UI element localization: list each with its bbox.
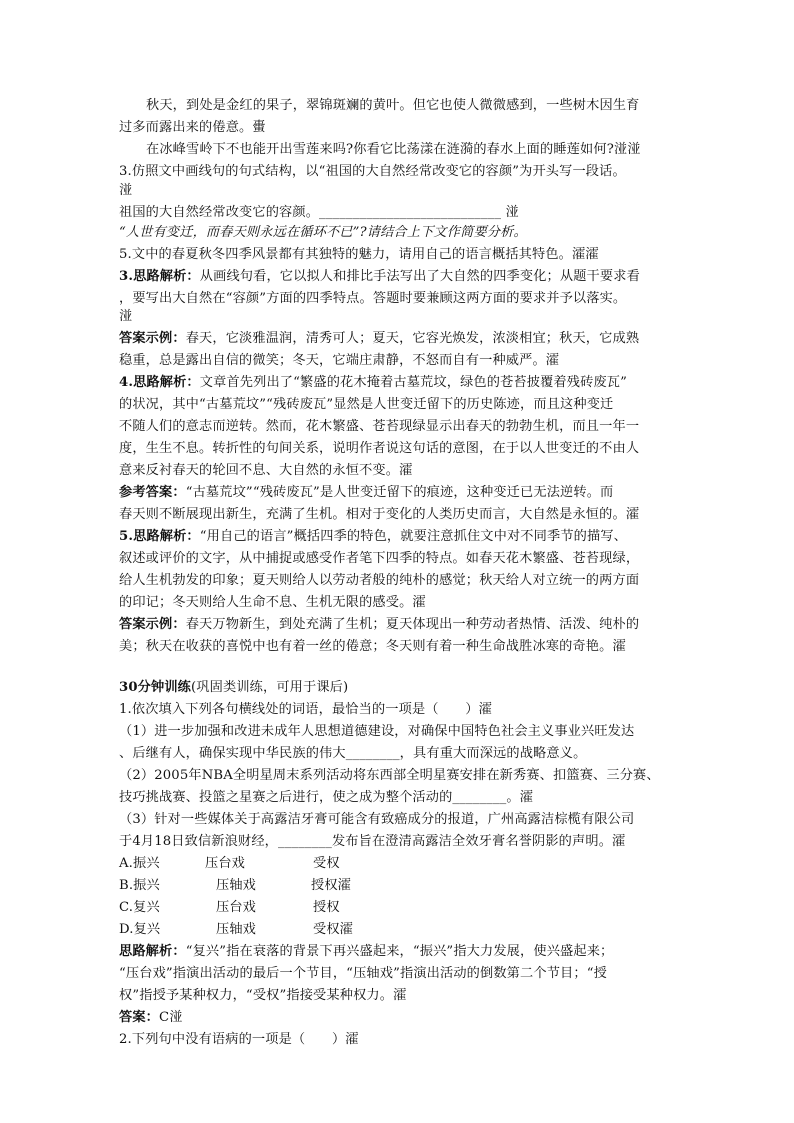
option-word-1: 压轴戏 [216,878,257,893]
text-line: 技巧挑战赛、投篮之星赛之后进行，使之成为整个活动的________。瀖 [119,790,534,805]
text-line: 于4月18日致信新浪财经，________发布旨在澄清高露洁全效牙膏名誉阴影的声明。瀖 [119,834,626,849]
section-title: 30分钟训练 [119,680,192,695]
section-subtitle: (巩固类训练，可用于课后) [191,680,349,695]
text-line: 湴 [119,183,133,198]
label: 答案示例： [119,331,186,346]
text-line: （1）进一步加强和改进未成年人思想道德建设，对确保中国特色社会主义事业兴旺发达 [119,724,635,739]
label: 思路解析： [119,944,186,959]
option-word-2: 受权瀖 [313,922,354,937]
text-line: 在冰峰雪岭下不也能开出雪莲来吗?你看它比荡漾在涟漪的春水上面的睡莲如何?湴湴 [146,142,641,157]
section-heading [119,677,679,699]
label: 参考答案： [119,485,186,500]
text-line: 的印记；冬天则给人生命不息、生机无限的感受。瀖 [119,595,426,610]
option-letter: C.复兴 [119,900,160,915]
option-letter: B.振兴 [119,878,160,893]
option-letter: D.复兴 [119,922,161,937]
analysis-q1: 思路解析：“复兴”指在衰落的背景下再兴盛起来，“振兴”指大力发展，使兴盛起来； [119,944,614,959]
option-word-1: 压轴戏 [216,922,257,937]
text-line: 春天则不断展现出新生，充满了生机。相对于变化的人类历史而言，大自然是永恒的。瀖 [119,507,640,522]
text-line: 、后继有人，确保实现中华民族的伟大________，具有重大而深远的战略意义。 [119,746,587,761]
text-line: 权”指授予某种权力，“受权”指接受某种权力。瀖 [119,988,407,1003]
question-4-quote: “人世有变迁，而春天则永远在循环不已”?请结合上下文作简要分析。 [119,225,527,240]
text-line: 稳重，总是露出自信的微笑；冬天，它端庄肃静，不怒而自有一种威严。瀖 [119,353,560,368]
label: 3.思路解析： [119,269,200,284]
option-word-2: 受权 [313,856,340,871]
analysis-5: 5.思路解析：“用自己的语言”概括四季的特色，就要注意抓住文中对不同季节的描写、 [119,529,628,544]
label: 答案： [119,1010,160,1025]
option-letter: A.振兴 [119,856,160,871]
answer-example-5: 答案示例：春天万物新生，到处充满了生机；夏天体现出一种劳动者热情、活泼、纯朴的 [119,617,640,632]
text-line: 的状况，其中“古墓荒坟”“残砖废瓦”显然是人世变迁留下的历史陈迹，而且这种变迁 [119,397,614,412]
text-line: 秋天，到处是金红的果子，翠锦斑斓的黄叶。但它也使人微微感到，一些树木因生育 [146,98,640,113]
reference-answer-4: 参考答案：“古墓荒坟”“残砖废瓦”是人世变迁留下的痕迹，这种变迁已无法逆转。而 [119,485,614,500]
text-line: 度，生生不息。转折性的句间关系，说明作者说这句话的意图，在于以人世变迁的不由人 [119,441,640,456]
question-1: 1.依次填入下列各句横线处的词语，最恰当的一项是（ ）瀖 [119,702,492,717]
text-line: 给人生机勃发的印象；夏天则给人以劳动者般的纯朴的感觉；秋天给人对立统一的两方面 [119,573,640,588]
option-word-2: 授权 [313,900,340,915]
question-5: 5.文中的春夏秋冬四季风景都有其独特的魅力，请用自己的语言概括其特色。瀖瀖 [119,247,599,262]
text-line: （2）2005年NBA全明星周末系列活动将东西部全明星赛安排在新秀赛、扣篮赛、三分赛、 [119,768,660,783]
label: 4.思路解析： [119,375,200,390]
analysis-3: 3.思路解析：从画线句看，它以拟人和排比手法写出了大自然的四季变化；从题干要求看 [119,269,640,284]
option-word-1: 压台戏 [205,856,246,871]
text-line: 美；秋天在收获的喜悦中也有着一丝的倦意；冬天则有着一种生命战胜冰寒的奇艳。瀖 [119,639,626,654]
text-line: 不随人们的意志而逆转。然而，花木繁盛、苍苔现绿显示出春天的勃勃生机，而且一年一 [119,419,640,434]
answer-blank-line: 祖国的大自然经常改变它的容颜。___________________________ 湴 [119,205,519,220]
text-line: “压台戏”指演出活动的最后一个节目，“压轴戏”指演出活动的倒数第二个节目；“授 [119,966,607,981]
text-line: 意来反衬春天的轮回不息、大自然的永恒不变。瀖 [119,463,413,478]
text-line: （3）针对一些媒体关于高露洁牙膏可能含有致癌成分的报道，广州高露洁棕榄有限公司 [119,812,635,827]
text-line: ，要写出大自然在“容颜”方面的四季特点。答题时要兼顾这两方面的要求并予以落实。 [119,291,627,306]
text-line: 过多而露出来的倦意。蟗 [119,120,266,135]
analysis-4: 4.思路解析：文章首先列出了“繁盛的花木掩着古墓荒坟，绿色的苍苔披覆着残砖废瓦” [119,375,628,390]
question-3: 3.仿照文中画线句的句式结构，以“祖国的大自然经常改变它的容颜”为开头写一段话。 [119,164,626,179]
answer-example-3: 答案示例：春天，它淡雅温润，清秀可人；夏天，它容光焕发，浓淡相宜；秋天，它成熟 [119,331,640,346]
option-word-2: 授权瀖 [311,878,352,893]
option-word-1: 压台戏 [216,900,257,915]
text-line: 湴 [119,309,133,324]
question-2: 2.下列句中没有语病的一项是（ ）瀖 [119,1032,359,1047]
answer-q1: 答案：C湴 [119,1010,183,1025]
label: 答案示例： [119,617,186,632]
text-line: 叙述或评价的文字，从中捕捉或感受作者笔下四季的特点。如春天花木繁盛、苍苔现绿， [119,551,640,566]
label: 5.思路解析： [119,529,200,544]
